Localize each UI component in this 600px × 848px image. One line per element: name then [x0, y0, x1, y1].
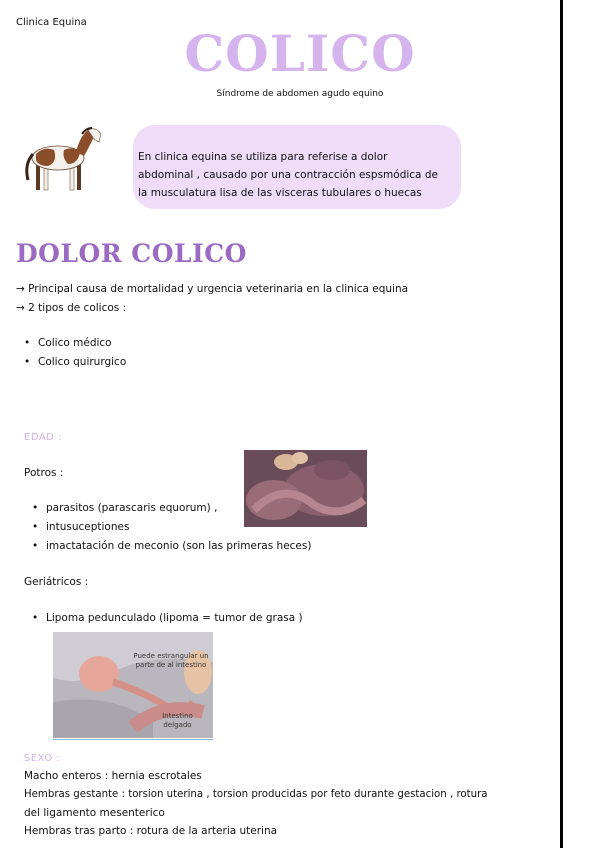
sexo-label: SEXO :: [24, 753, 61, 764]
photo-caption: Intestino delgado: [162, 712, 193, 729]
list-item: • imactatación de meconio (son las primeras heces): [46, 540, 311, 552]
header-label: Clinica Equina: [16, 17, 87, 28]
sexo-line: del ligamento mesenterico: [24, 807, 165, 819]
photo-caption: Puede estrangular un parte de al intestino: [133, 652, 209, 669]
list-item: • parasitos (parascaris equorum) ,: [46, 502, 217, 514]
sexo-line: Macho enteros : hernia escrotales: [24, 770, 202, 782]
list-item: • Lipoma pedunculado (lipoma = tumor de grasa ): [46, 612, 303, 624]
page-subtitle: Síndrome de abdomen agudo equino: [216, 89, 384, 99]
page-right-border: [560, 0, 563, 848]
edad-label: EDAD :: [24, 432, 62, 443]
definition-line: la musculatura lisa de las visceras tubulares o huecas: [138, 187, 422, 199]
sexo-line: Hembras tras parto : rotura de la arteria uterina: [24, 825, 278, 837]
potros-heading: Potros :: [24, 467, 64, 479]
section-title: DOLOR COLICO: [16, 239, 247, 268]
sexo-line: Hembras gestante : torsion uterina , torsion producidas por feto durante gestacion , rotura: [24, 789, 488, 800]
intro-line: → Principal causa de mortalidad y urgencia veterinaria en la clinica equina: [16, 283, 409, 295]
list-item: • intusuceptiones: [46, 521, 129, 533]
intestine-photo: [244, 450, 367, 527]
intro-line: → 2 tipos de colicos :: [16, 302, 127, 314]
geriatricos-heading: Geriátricos :: [24, 576, 89, 588]
definition-line: En clinica equina se utiliza para referise a dolor: [138, 151, 388, 163]
horse-illustration: [22, 120, 104, 196]
page-title: COLICO: [184, 24, 416, 83]
divider: [53, 739, 213, 740]
list-item: • Colico quirurgico: [38, 356, 126, 368]
definition-text: [138, 148, 463, 202]
list-item: • Colico médico: [38, 337, 112, 349]
definition-line: abdominal , causado por una contracción espsmódica de: [138, 169, 438, 181]
